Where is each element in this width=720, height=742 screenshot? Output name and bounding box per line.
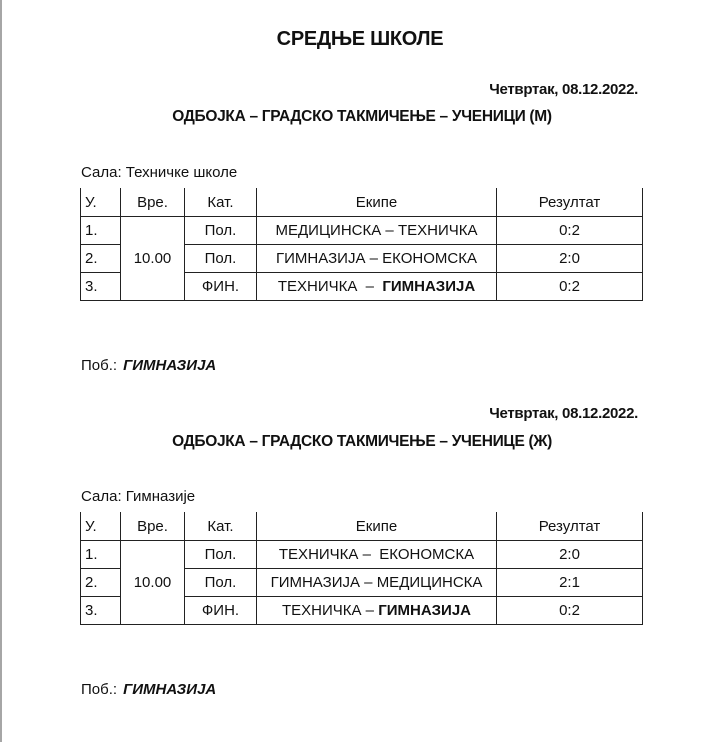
- section-2-hall: Сала: Гимназије: [81, 488, 196, 505]
- col-header-result: Резултат: [497, 188, 643, 217]
- team-b: ЕКОНОМСКА: [382, 250, 477, 267]
- row-category: ФИН.: [185, 273, 257, 301]
- team-separator: –: [360, 574, 377, 591]
- team-b-winner: ГИМНАЗИЈА: [378, 602, 472, 619]
- col-header-teams: Екипе: [257, 512, 497, 541]
- section-1-hall: Сала: Техничке школе: [81, 164, 238, 181]
- table-header-row: [81, 188, 643, 217]
- row-time: 10.00: [121, 217, 185, 301]
- section-2-date: Четвртак, 08.12.2022.: [489, 405, 638, 422]
- row-no: 3.: [81, 597, 121, 625]
- row-no: 2.: [81, 569, 121, 597]
- section-1-date: Четвртак, 08.12.2022.: [489, 81, 638, 98]
- row-category: Пол.: [185, 217, 257, 245]
- row-category: Пол.: [185, 541, 257, 569]
- row-category: Пол.: [185, 569, 257, 597]
- team-b-winner: ГИМНАЗИЈА: [382, 278, 476, 295]
- col-header-category: Кат.: [185, 512, 257, 541]
- winner-label: Поб.:: [81, 681, 118, 698]
- col-header-time: Вре.: [121, 188, 185, 217]
- section-2-winner: [81, 681, 216, 698]
- row-teams: [257, 245, 497, 273]
- row-teams: [257, 597, 497, 625]
- document-title: СРЕДЊЕ ШКОЛЕ: [276, 28, 444, 50]
- section-2-schedule-table: [80, 512, 643, 625]
- row-result: 0:2: [497, 273, 643, 301]
- row-result: 2:1: [497, 569, 643, 597]
- col-header-result: Резултат: [497, 512, 643, 541]
- team-a: ГИМНАЗИЈА: [270, 574, 360, 591]
- section-1-heading: ОДБОЈКА – ГРАДСКО ТАКМИЧЕЊЕ – УЧЕНИЦИ (М): [172, 108, 552, 125]
- team-a: ГИМНАЗИЈА: [276, 250, 366, 267]
- row-teams: [257, 569, 497, 597]
- col-header-no: У.: [81, 188, 121, 217]
- row-result: 0:2: [497, 597, 643, 625]
- team-separator: –: [358, 546, 380, 563]
- team-separator: –: [357, 278, 383, 295]
- section-2-heading: ОДБОЈКА – ГРАДСКО ТАКМИЧЕЊЕ – УЧЕНИЦЕ (Ж): [172, 433, 552, 450]
- team-b: ТЕХНИЧКА: [397, 222, 478, 239]
- table-row: [81, 217, 643, 245]
- winner-label: Поб.:: [81, 357, 118, 374]
- row-no: 2.: [81, 245, 121, 273]
- row-no: 1.: [81, 217, 121, 245]
- section-1-winner: [81, 357, 216, 374]
- row-result: 2:0: [497, 541, 643, 569]
- team-a: ТЕХНИЧКА: [281, 602, 362, 619]
- team-a: ТЕХНИЧКА: [277, 278, 358, 295]
- section-1-schedule-table: [80, 188, 643, 301]
- row-result: 2:0: [497, 245, 643, 273]
- winner-name: ГИМНАЗИЈА: [123, 681, 217, 698]
- team-b: ЕКОНОМСКА: [379, 546, 475, 563]
- col-header-time: Вре.: [121, 512, 185, 541]
- team-a: МЕДИЦИНСКА: [275, 222, 382, 239]
- row-category: ФИН.: [185, 597, 257, 625]
- row-time: 10.00: [121, 541, 185, 625]
- table-row: [81, 541, 643, 569]
- row-no: 3.: [81, 273, 121, 301]
- team-separator: –: [381, 222, 398, 239]
- team-a: ТЕХНИЧКА: [278, 546, 359, 563]
- row-teams: [257, 541, 497, 569]
- row-no: 1.: [81, 541, 121, 569]
- team-separator: –: [365, 250, 383, 267]
- row-result: 0:2: [497, 217, 643, 245]
- row-teams: [257, 273, 497, 301]
- col-header-teams: Екипе: [257, 188, 497, 217]
- col-header-no: У.: [81, 512, 121, 541]
- team-b: МЕДИЦИНСКА: [376, 574, 483, 591]
- table-header-row: [81, 512, 643, 541]
- row-teams: [257, 217, 497, 245]
- col-header-category: Кат.: [185, 188, 257, 217]
- row-category: Пол.: [185, 245, 257, 273]
- winner-name: ГИМНАЗИЈА: [123, 357, 217, 374]
- team-separator: –: [361, 602, 379, 619]
